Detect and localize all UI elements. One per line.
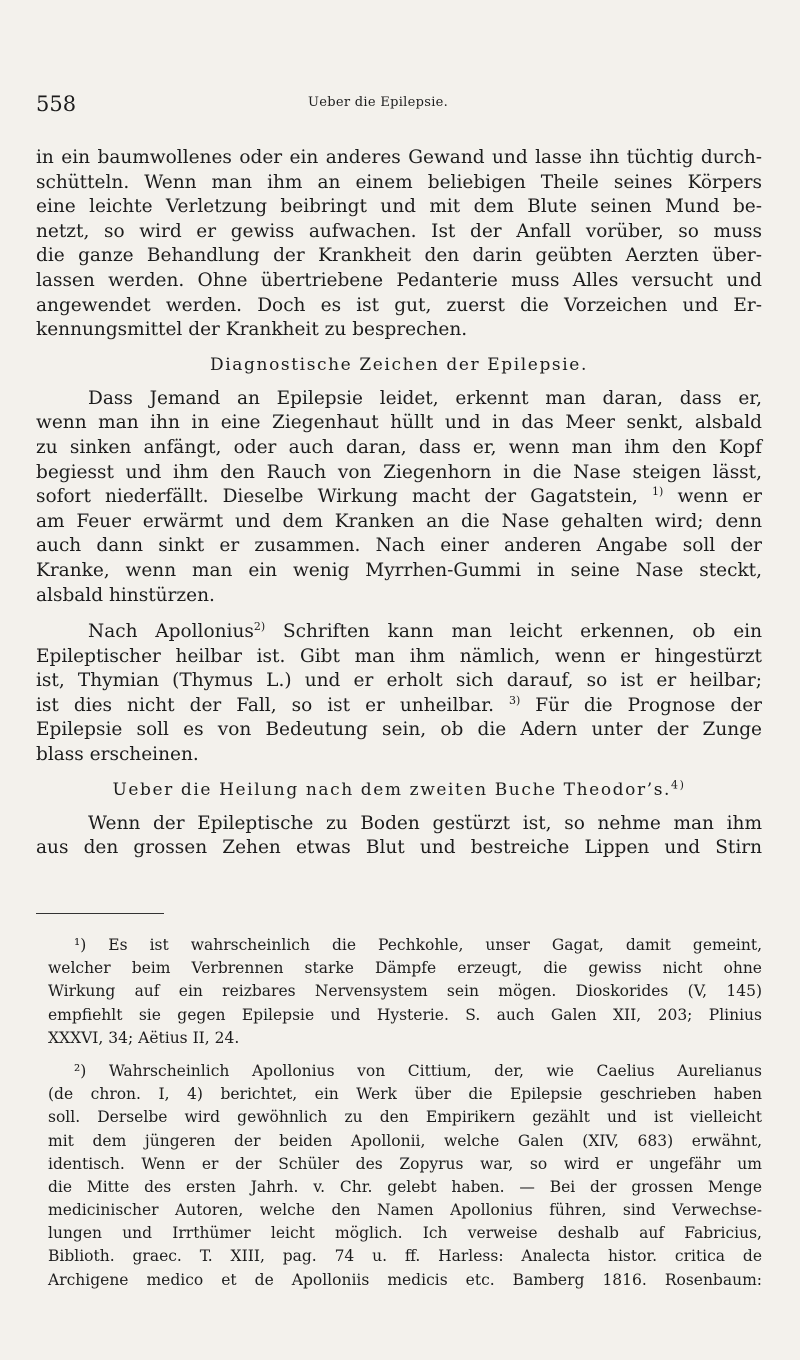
text-line: zu sinken anfängt, oder auch daran, dass er, wenn man ihm den Kopf [36, 436, 762, 458]
footnote-2-line: (de chron. I, 4) berichtet, ein Werk über die Epilepsie geschrieben haben [48, 1085, 762, 1104]
main-text [36, 146, 762, 861]
section-heading-diagnostics: Diagnostische Zeichen der Epilepsie. [210, 354, 588, 375]
text-line: lassen werden. Ohne übertriebene Pedanterie muss Alles versucht und [36, 269, 762, 291]
text-fragment: wenn er [663, 486, 763, 508]
footnote-2-line: lungen und Irrthümer leicht möglich. Ich verweise deshalb auf Fabricius, [48, 1224, 762, 1243]
footnote-2-line: medicinischer Autoren, welche den Namen Apollonius führen, sind Verwechse- [48, 1201, 762, 1220]
footnote-1-line: XXXVI, 34; Aëtius II, 24. [48, 1028, 240, 1047]
heading-text: Ueber die Heilung nach dem zweiten Buche Theodor’s. [112, 779, 672, 800]
footnote-2-line: Biblioth. graec. T. XIII, pag. 74 u. ff. Harless: Analecta histor. critica de [48, 1247, 762, 1266]
footnote-1-line: Wirkung auf ein reizbares Nervensystem sein mögen. Dioskorides (V, 145) [48, 982, 762, 1001]
text-line: blass erscheinen. [36, 744, 199, 766]
footnote-1-line: empfiehlt sie gegen Epilepsie und Hysterie. S. auch Galen XII, 203; Plinius [48, 1005, 762, 1024]
section-heading-treatment [36, 778, 762, 802]
footnote-2-line: identisch. Wenn er der Schüler des Zopyrus war, so wird er ungefähr um [48, 1154, 762, 1173]
text-line-with-footnote-ref [36, 485, 762, 510]
footnote-gap [48, 1050, 762, 1060]
text-fragment: Schriften kann man leicht erkennen, ob ein [265, 621, 762, 643]
footnote-2-line: die Mitte des ersten Jahrh. v. Chr. gelebt haben. — Bei der grossen Menge [48, 1177, 762, 1196]
text-fragment: ist dies nicht der Fall, so ist er unheilbar. [36, 694, 494, 716]
text-line: auch dann sinkt er zusammen. Nach einer anderen Angabe soll der [36, 535, 762, 557]
footnote-marker-2: ²) [74, 1061, 87, 1080]
text-fragment: Wahrscheinlich Apollonius von Cittium, der, wie Caelius Aurelianus [86, 1061, 762, 1080]
footnote-ref-1[interactable]: 1) [652, 484, 664, 498]
text-line-with-footnote-ref [36, 694, 762, 719]
text-line: angewendet werden. Doch es ist gut, zuerst die Vorzeichen und Er- [36, 294, 762, 316]
footnote-divider [36, 913, 164, 914]
text-line: ist, Thymian (Thymus L.) und er erholt sich darauf, so ist er heilbar; [36, 670, 762, 692]
footnote-2-line: mit dem jüngeren der beiden Apollonii, welche Galen (XIV, 683) erwähnt, [48, 1131, 762, 1150]
footnotes [48, 934, 762, 1292]
footnote-marker-1: ¹) [74, 936, 87, 954]
text-line: Epilepsie soll es von Bedeutung sein, ob die Adern unter der Zunge [36, 719, 762, 741]
text-line: netzt, so wird er gewiss aufwachen. Ist der Anfall vorüber, so muss [36, 220, 762, 242]
text-line-with-footnote-ref [36, 620, 762, 645]
text-line: Kranke, wenn man ein wenig Myrrhen-Gummi in seine Nase steckt, [36, 559, 762, 581]
text-fragment: Es ist wahrscheinlich die Pechkohle, unser Gagat, damit gemeint, [86, 936, 762, 954]
text-line: wenn man ihn in eine Ziegenhaut hüllt und in das Meer senkt, alsbald [36, 412, 762, 434]
text-line: alsbald hinstürzen. [36, 584, 215, 606]
running-head: Ueber die Epilepsie. [308, 95, 449, 110]
text-fragment: Nach Apollonius [88, 621, 254, 643]
footnote-1-line: welcher beim Verbrennen starke Dämpfe erzeugt, die gewiss nicht ohne [48, 959, 762, 978]
page-number: 558 [36, 92, 77, 116]
footnote-ref-3[interactable]: 3) [508, 693, 521, 707]
text-fragment: sofort niederfällt. Dieselbe Wirkung macht der Gagatstein, [36, 486, 638, 508]
footnote-2-line: Archigene medico et de Apolloniis medicis etc. Bamberg 1816. Rosenbaum: [48, 1270, 762, 1289]
text-line: eine leichte Verletzung beibringt und mit dem Blute seinen Mund be- [36, 196, 762, 218]
paragraph-gap [36, 608, 762, 620]
text-line: Dass Jemand an Epilepsie leidet, erkennt man daran, dass er, [88, 387, 762, 409]
text-line: begiesst und ihm den Rauch von Ziegenhorn in die Nase steigen lässt, [36, 461, 762, 483]
page-header [36, 92, 766, 122]
footnote-ref-4[interactable]: 4) [671, 778, 686, 791]
text-line: in ein baumwollenes oder ein anderes Gewand und lasse ihn tüchtig durch- [36, 147, 762, 168]
text-line: Epileptischer heilbar ist. Gibt man ihm nämlich, wenn er hingestürzt [36, 645, 762, 667]
footnote-1-line [48, 934, 762, 957]
text-line: aus den grossen Zehen etwas Blut und bestreiche Lippen und Stirn [36, 837, 762, 859]
text-fragment: Für die Prognose der [520, 694, 762, 716]
text-line: am Feuer erwärmt und dem Kranken an die Nase gehalten wird; denn [36, 510, 762, 532]
footnote-2-line: soll. Derselbe wird gewöhnlich zu den Empirikern gezählt und ist vielleicht [48, 1108, 762, 1127]
text-line: schütteln. Wenn man ihm an einem beliebigen Theile seines Körpers [36, 171, 762, 193]
text-line: kennungsmittel der Krankheit zu besprechen. [36, 319, 468, 341]
text-line: Wenn der Epileptische zu Boden gestürzt ist, so nehme man ihm [88, 812, 762, 834]
footnote-2-line [48, 1060, 762, 1083]
footnote-ref-2[interactable]: 2) [253, 619, 266, 633]
text-line: die ganze Behandlung der Krankheit den darin geübten Aerzten über- [36, 245, 762, 267]
